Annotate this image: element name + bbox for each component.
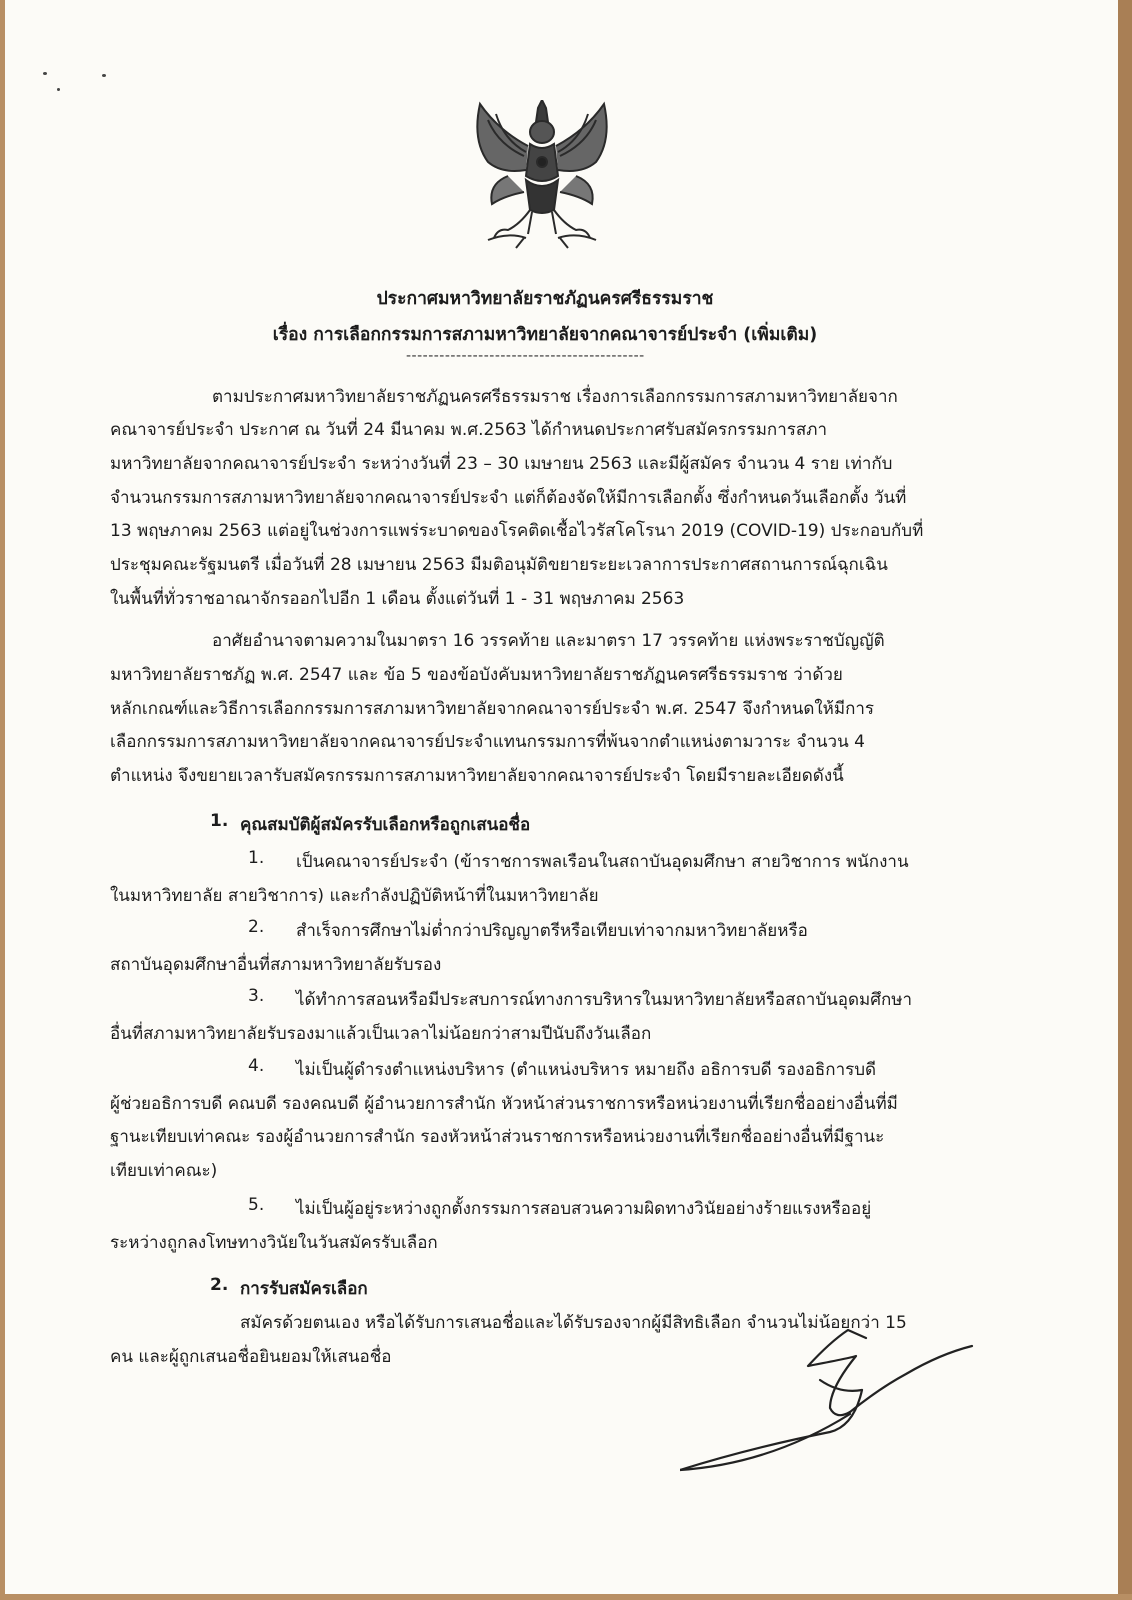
paper-edge-right xyxy=(1118,0,1132,1600)
item-number: 3. xyxy=(248,986,265,1006)
paragraph-line: ในพื้นที่ทั่วราชอาณาจักรออกไปอีก 1 เดือน ตั้งแต่วันที่ 1 - 31 พฤษภาคม 2563 xyxy=(110,589,685,609)
document-title: ประกาศมหาวิทยาลัยราชภัฏนครศรีธรรมราช xyxy=(376,289,714,309)
title-separator: ------------------------------------------- xyxy=(406,348,645,364)
paragraph-line: หลักเกณฑ์และวิธีการเลือกกรรมการสภามหาวิทยาลัยจากคณาจารย์ประจำ พ.ศ. 2547 จึงกำหนดให้มีการ xyxy=(110,699,875,719)
section-2-number: 2. xyxy=(210,1275,229,1295)
item-number: 2. xyxy=(248,917,265,937)
paper-speck xyxy=(43,72,47,75)
item-line: ระหว่างถูกลงโทษทางวินัยในวันสมัครรับเลือก xyxy=(110,1233,438,1253)
paragraph-line: ตำแหน่ง จึงขยายเวลารับสมัครกรรมการสภามหาวิทยาลัยจากคณาจารย์ประจำ โดยมีรายละเอียดดังนี้ xyxy=(110,766,844,786)
paragraph-line: อาศัยอำนาจตามความในมาตรา 16 วรรคท้าย และมาตรา 17 วรรคท้าย แห่งพระราชบัญญัติ xyxy=(212,631,885,651)
paragraph-line: 13 พฤษภาคม 2563 แต่อยู่ในช่วงการแพร่ระบาดของโรคติดเชื้อไวรัสโคโรนา 2019 (COVID-19) ประกอบกับที่ xyxy=(110,521,924,541)
item-line: สำเร็จการศึกษาไม่ต่ำกว่าปริญญาตรีหรือเทียบเท่าจากมหาวิทยาลัยหรือ xyxy=(296,921,808,941)
paper-edge-left xyxy=(0,0,5,1600)
paragraph-line: ประชุมคณะรัฐมนตรี เมื่อวันที่ 28 เมษายน 2563 มีมติอนุมัติขยายระยะเวลาการประกาศสถานการณ์ฉุกเฉิน xyxy=(110,555,888,575)
section-2-line: สมัครด้วยตนเอง หรือได้รับการเสนอชื่อและได้รับรองจากผู้มีสิทธิเลือก จำนวนไม่น้อยกว่า 15 xyxy=(240,1313,907,1333)
item-number: 4. xyxy=(248,1056,265,1076)
item-number: 1. xyxy=(248,848,265,868)
paragraph-line: เลือกกรรมการสภามหาวิทยาลัยจากคณาจารย์ประจำแทนกรรมการที่พ้นจากตำแหน่งตามวาระ จำนวน 4 xyxy=(110,732,865,752)
item-line: อื่นที่สภามหาวิทยาลัยรับรองมาแล้วเป็นเวลาไม่น้อยกว่าสามปีนับถึงวันเลือก xyxy=(110,1024,652,1044)
item-number: 5. xyxy=(248,1195,265,1215)
item-line: ในมหาวิทยาลัย สายวิชาการ) และกำลังปฏิบัติหน้าที่ในมหาวิทยาลัย xyxy=(110,886,599,906)
paper-speck xyxy=(57,88,60,91)
paragraph-line: มหาวิทยาลัยจากคณาจารย์ประจำ ระหว่างวันที่ 23 – 30 เมษายน 2563 และมีผู้สมัคร จำนวน 4 ราย เท่ากับ xyxy=(110,454,893,474)
item-line: ไม่เป็นผู้ดำรงตำแหน่งบริหาร (ตำแหน่งบริหาร หมายถึง อธิการบดี รองอธิการบดี xyxy=(296,1060,877,1080)
paragraph-line: มหาวิทยาลัยราชภัฏ พ.ศ. 2547 และ ข้อ 5 ของข้อบังคับมหาวิทยาลัยราชภัฏนครศรีธรรมราช ว่าด้วย xyxy=(110,665,843,685)
garuda-emblem-icon xyxy=(468,100,616,250)
item-line: ไม่เป็นผู้อยู่ระหว่างถูกตั้งกรรมการสอบสวนความผิดทางวินัยอย่างร้ายแรงหรืออยู่ xyxy=(296,1199,872,1219)
item-line: ผู้ช่วยอธิการบดี คณบดี รองคณบดี ผู้อำนวยการสำนัก หัวหน้าส่วนราชการหรือหน่วยงานที่เรียกชื่ออย่างอื่นที่มี xyxy=(110,1094,898,1114)
document-subject: เรื่อง การเลือกกรรมการสภามหาวิทยาลัยจากคณาจารย์ประจำ (เพิ่มเติม) xyxy=(272,325,818,345)
handwritten-signature-icon xyxy=(680,1328,980,1478)
item-line: ฐานะเทียบเท่าคณะ รองผู้อำนวยการสำนัก รองหัวหน้าส่วนราชการหรือหน่วยงานที่เรียกชื่ออย่างอื่นที่มีฐานะ xyxy=(110,1127,885,1147)
section-1-heading: คุณสมบัติผู้สมัครรับเลือกหรือถูกเสนอชื่อ xyxy=(240,815,531,835)
paragraph-line: จำนวนกรรมการสภามหาวิทยาลัยจากคณาจารย์ประจำ แต่ก็ต้องจัดให้มีการเลือกตั้ง ซึ่งกำหนดวันเลือกตั้ง วันที่ xyxy=(110,488,907,508)
section-2-line: คน และผู้ถูกเสนอชื่อยินยอมให้เสนอชื่อ xyxy=(110,1347,392,1367)
section-2-heading: การรับสมัครเลือก xyxy=(240,1279,368,1299)
paragraph-line: คณาจารย์ประจำ ประกาศ ณ วันที่ 24 มีนาคม พ.ศ.2563 ได้กำหนดประกาศรับสมัครกรรมการสภา xyxy=(110,420,827,440)
paper-speck xyxy=(102,74,106,77)
item-line: เทียบเท่าคณะ) xyxy=(110,1161,218,1181)
section-1-number: 1. xyxy=(210,811,229,831)
item-line: เป็นคณาจารย์ประจำ (ข้าราชการพลเรือนในสถาบันอุดมศึกษา สายวิชาการ พนักงาน xyxy=(296,852,909,872)
paragraph-line: ตามประกาศมหาวิทยาลัยราชภัฏนครศรีธรรมราช เรื่องการเลือกกรรมการสภามหาวิทยาลัยจาก xyxy=(212,387,898,407)
item-line: ได้ทำการสอนหรือมีประสบการณ์ทางการบริหารในมหาวิทยาลัยหรือสถาบันอุดมศึกษา xyxy=(296,990,913,1010)
item-line: สถาบันอุดมศึกษาอื่นที่สภามหาวิทยาลัยรับรอง xyxy=(110,955,442,975)
paper-edge-bottom xyxy=(0,1594,1132,1600)
